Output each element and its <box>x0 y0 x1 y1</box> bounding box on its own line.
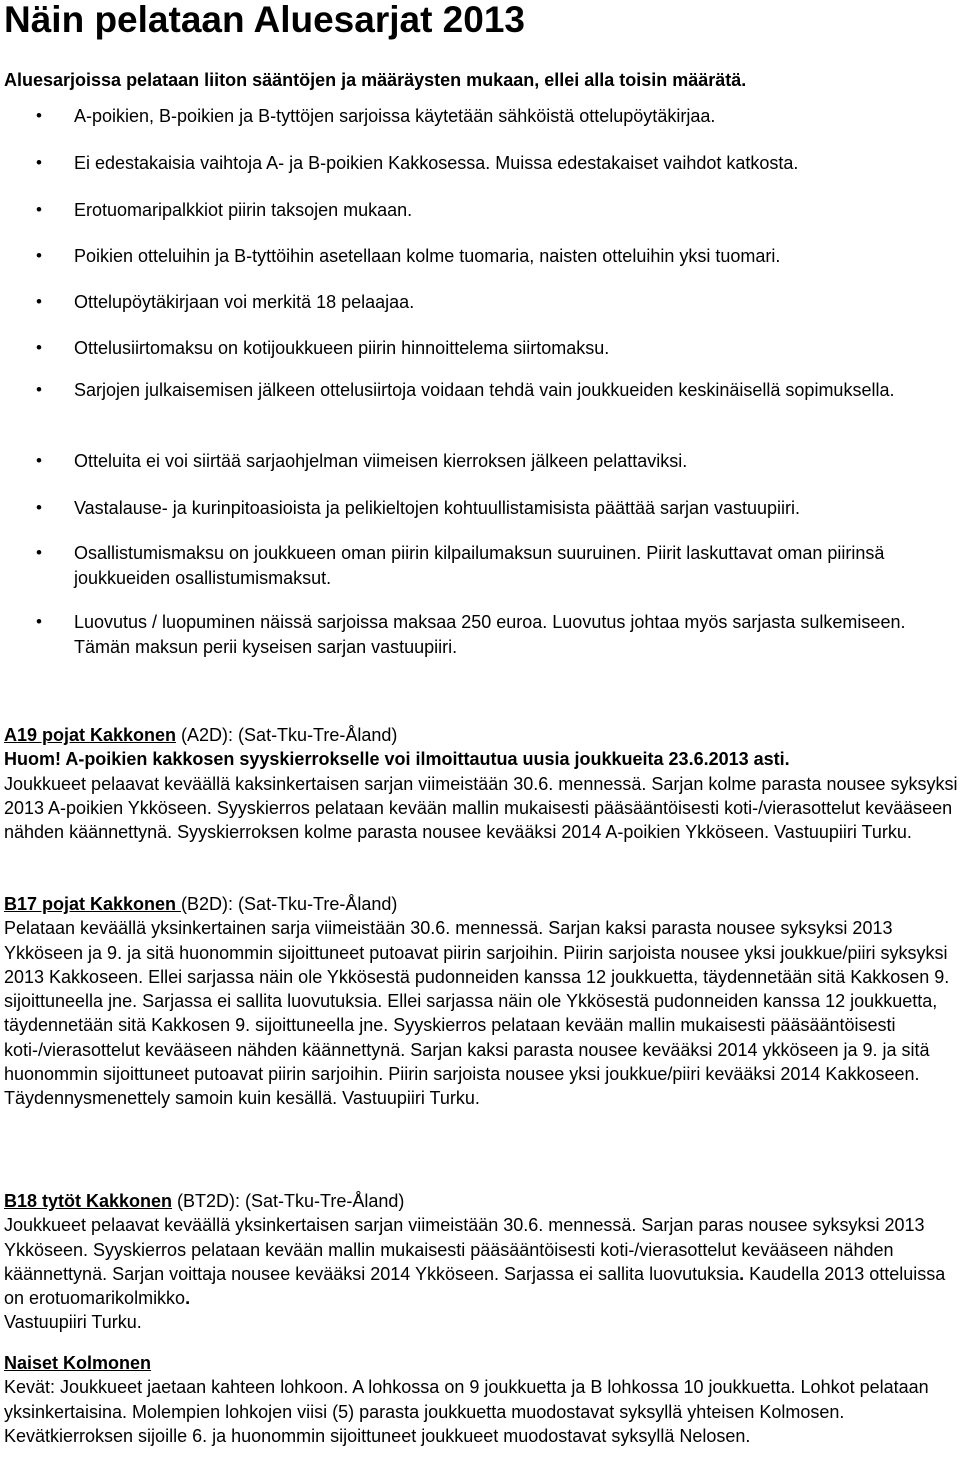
section-body: Joukkueet pelaavat keväällä yksinkertaisen sarjan viimeistään 30.6. mennessä. Sarjan paras nousee syksyksi 2013 Ykköseen. Syyskierros pelataan kevään mallin mukaisesti pääsääntöisesti koti-/vierasottelut kevääseen nähden käännettynä. Sarjan voittaja nousee kevääksi 2014 Ykköseen. Sarjassa ei sallita luovutuksia. Kaudella 2013 otteluissa on erotuomarikolmikko. <box>4 1215 946 1309</box>
rule-item: • A-poikien, B-poikien ja B-tyttöjen sarjoissa käytetään sähköistä ottelupöytäkirjaa. <box>4 104 956 129</box>
section-naiset <box>4 1351 959 1448</box>
bullet-icon: • <box>36 246 42 265</box>
bullet-icon: • <box>36 153 42 172</box>
section-footer: Vastuupiiri Turku. <box>4 1312 142 1333</box>
section-heading <box>4 892 959 916</box>
section-league-info: (A2D): (Sat-Tku-Tre-Åland) <box>176 725 398 745</box>
rule-item: • Osallistumismaksu on joukkueen oman piirin kilpailumaksun suuruinen. Piirit laskuttavat oman piirinsä joukkueiden osallistumismaksut. <box>36 543 885 588</box>
section-a19 <box>4 723 959 844</box>
rule-item: • Vastalause- ja kurinpitoasioista ja pelikieltojen kohtuullistamisista päättää sarjan vastuupiiri. <box>4 496 956 521</box>
section-name: B17 pojat Kakkonen <box>4 894 182 914</box>
section-body: Pelataan keväällä yksinkertainen sarja viimeistään 30.6. mennessä. Sarjan kaksi parasta nousee syksyksi 2013 Ykköseen ja 9. ja sitä huonommin sijoittuneet putoavat piirin sarjoihin. Piirin sarjoista nousee yksi joukkue/piiri syksyksi 2013 Kakkoseen. Ellei sarjassa näin ole Ykkösestä pudonneiden kanssa 12 joukkuetta, täydennetään sitä Kakkosen 9. sijoittuneella jne. Sarjassa ei sallita luovutuksia. Ellei sarjassa näin ole Ykkösestä pudonneiden kanssa 12 joukkuetta, täydennetään sitä Kakkosen 9. sijoittuneella jne. Syyskierros pelataan kevään mallin mukaisesti pääsääntöisesti koti-/vierasottelut kevääseen nähden käännettynä. Sarjan kaksi parasta nousee kevääksi 2014 ykköseen ja 9. ja sitä huonommin sijoittuneet putoavat piirin sarjoihin. Piirin sarjoista nousee yksi joukkue/piiri kevääksi 2014 Kakkoseen. Täydennysmenettely samoin kuin kesällä. Vastuupiiri Turku. <box>4 918 950 1109</box>
bullet-icon: • <box>36 338 42 357</box>
bullet-icon: • <box>36 200 42 219</box>
intro-text: Aluesarjoissa pelataan liiton sääntöjen ja määräysten mukaan, ellei alla toisin määrätä. <box>4 70 747 90</box>
rule-item: • Ottelupöytäkirjaan voi merkitä 18 pelaajaa. <box>4 290 956 315</box>
rule-item: • Ottelusiirtomaksu on kotijoukkueen piirin hinnoittelema siirtomaksu. <box>4 336 956 361</box>
bullet-icon: • <box>36 451 42 470</box>
bullet-icon: • <box>36 380 42 399</box>
section-league-info: (B2D): (Sat-Tku-Tre-Åland) <box>181 894 398 914</box>
section-league-info: (BT2D): (Sat-Tku-Tre-Åland) <box>172 1191 405 1211</box>
bullet-icon: • <box>36 106 42 125</box>
page-title: Näin pelataan Aluesarjat 2013 <box>4 0 525 40</box>
bullet-icon: • <box>36 498 42 517</box>
section-note: Huom! A-poikien kakkosen syyskierrokselle voi ilmoittautua uusia joukkueita 23.6.2013 asti. <box>4 749 790 770</box>
rule-item: • Otteluita ei voi siirtää sarjaohjelman viimeisen kierroksen jälkeen pelattaviksi. <box>4 449 956 474</box>
rule-item: • Poikien otteluihin ja B-tyttöihin asetellaan kolme tuomaria, naisten otteluihin yksi tuomari. <box>4 244 956 269</box>
bullet-icon: • <box>36 612 42 631</box>
section-heading <box>4 1189 959 1213</box>
section-heading <box>4 723 959 747</box>
rule-item: • Luovutus / luopuminen näissä sarjoissa maksaa 250 euroa. Luovutus johtaa myös sarjasta sulkemiseen. Tämän maksun perii kyseisen sarjan vastuupiiri. <box>36 612 906 657</box>
rule-item: • Sarjojen julkaisemisen jälkeen ottelusiirtoja voidaan tehdä vain joukkueiden keskinäisellä sopimuksella. <box>4 378 956 403</box>
rule-item: • Ei edestakaisia vaihtoja A- ja B-poikien Kakkosessa. Muissa edestakaiset vaihdot katkosta. <box>4 151 956 176</box>
section-name: Naiset Kolmonen <box>4 1353 152 1373</box>
section-b17 <box>4 892 959 1111</box>
bullet-icon: • <box>36 292 42 311</box>
rule-item: • Erotuomaripalkkiot piirin taksojen mukaan. <box>4 198 956 223</box>
section-name: B18 tytöt Kakkonen <box>4 1191 173 1211</box>
section-heading <box>4 1351 959 1375</box>
bullet-icon: • <box>36 543 42 562</box>
section-body: Joukkueet pelaavat keväällä kaksinkertaisen sarjan viimeistään 30.6. mennessä. Sarjan kolme parasta nousee syksyksi 2013 A-poikien Ykköseen. Syyskierros pelataan kevään mallin mukaisesti pääsääntöisesti koti-/vierasottelut kevääseen nähden käännettynä. Syyskierroksen kolme parasta nousee kevääksi 2014 A-poikien Ykköseen. Vastuupiiri Turku. <box>4 773 958 843</box>
section-name: A19 pojat Kakkonen <box>4 725 177 745</box>
section-body: Kevät: Joukkueet jaetaan kahteen lohkoon. A lohkossa on 9 joukkuetta ja B lohkossa 10 joukkuetta. Lohkot pelataan yksinkertaisina. Molempien lohkojen viisi (5) parasta joukkuetta muodostavat syksyllä yhteisen Kolmosen. Kevätkierroksen sijoille 6. ja huonommin sijoittuneet joukkueet muodostavat syksyllä Nelosen. <box>4 1377 929 1446</box>
section-b18 <box>4 1189 959 1335</box>
